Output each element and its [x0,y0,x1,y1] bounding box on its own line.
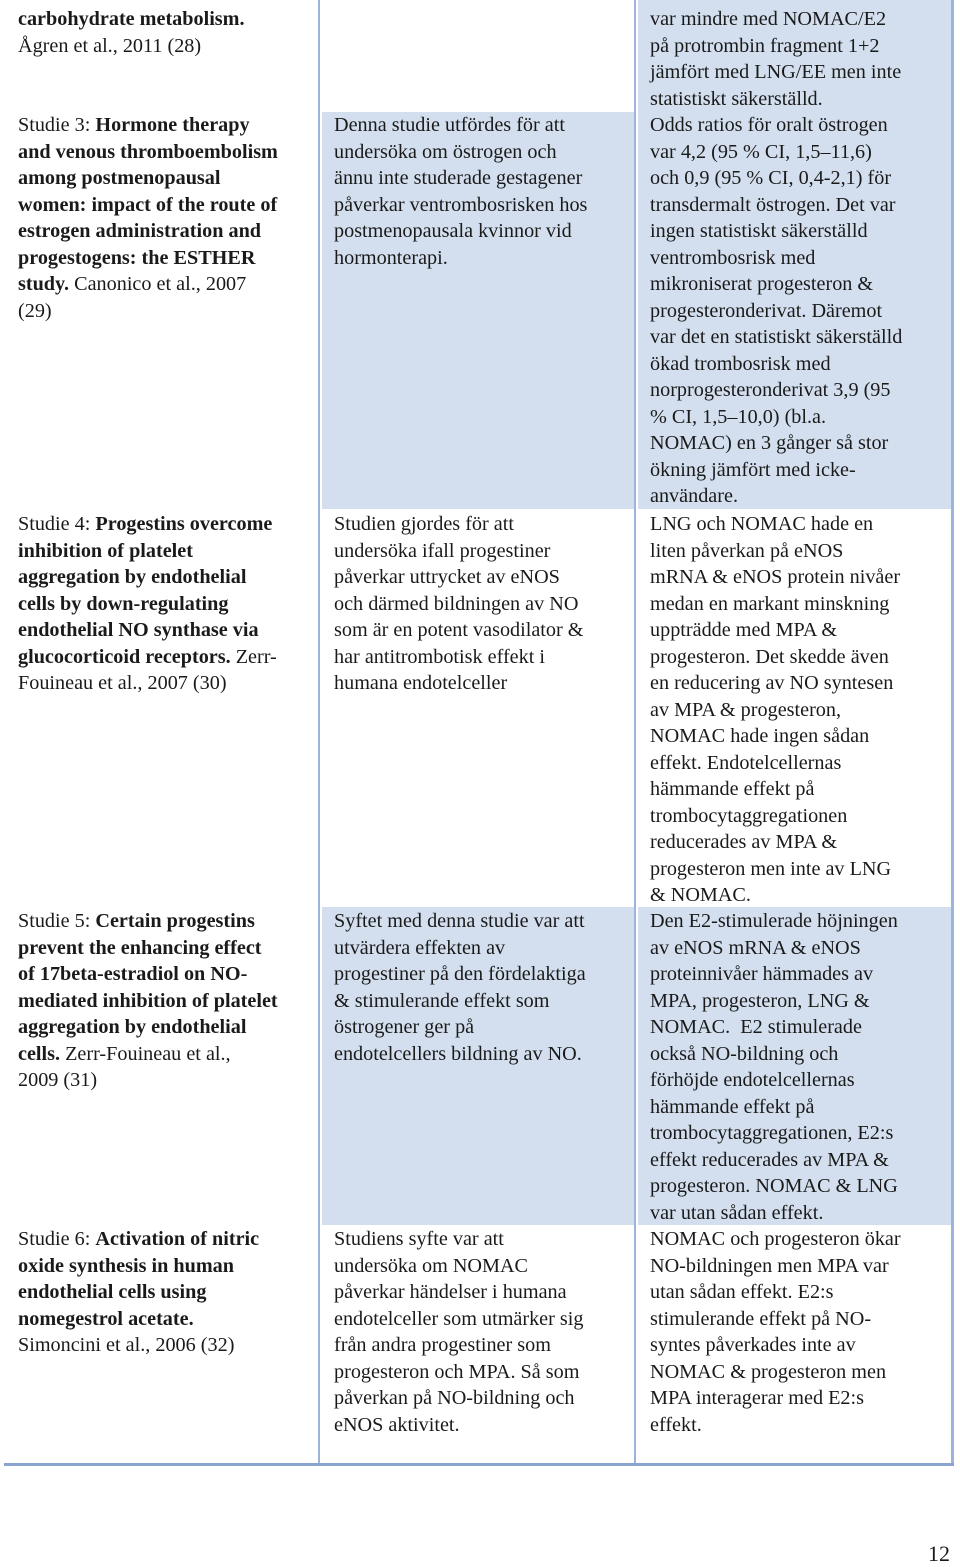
study-prefix: Studie 5: [18,910,96,932]
study-prefix: Studie 4: [18,513,96,535]
result-cell [638,0,954,112]
study-title: Activation of nitric oxide synthesis in human endothelial cells using nomegestrol acetate. [18,1228,260,1330]
study-citation: Simoncini et al., 2006 (32) [18,1334,235,1356]
study-prefix: Studie 6: [18,1228,96,1250]
study-label [18,511,277,697]
column-divider [634,0,636,1463]
study-citation: Ågren et al., 2011 (28) [18,35,202,57]
purpose-cell [322,0,635,112]
table-row [4,907,954,1225]
study-table [4,0,954,1466]
page-number: 12 [928,1541,950,1566]
purpose-text: Denna studie utfördes för att undersöka om östrogen och ännu inte studerade gestagener påverkar ventrombosrisken hos postmenopausala kvinnor vid hormonterapi. [334,114,588,269]
purpose-cell [322,1225,635,1463]
purpose-cell [322,907,635,1225]
table-row [4,0,954,112]
study-cell [4,1225,317,1463]
study-citation: Zerr- Fouineau et al., 2007 (30) [18,645,277,694]
result-text: var mindre med NOMAC/E2 på protrombin fragment 1+2 jämfört med LNG/EE men inte statistiskt säkerställd. [650,8,902,110]
result-text: Odds ratios för oralt östrogen var 4,2 (95 % CI, 1,5–11,6) och 0,9 (95 % CI, 0,4-2,1) för transdermalt östrogen. Det var ingen statistiskt säkerställd ventrombosrisk med mikroniserat progesteron & progesteronderivat. Däremot var det en statistiskt säkerställd ökad trombosrisk med norprogesteronderivat 3,9 (95 % CI, 1,5–10,0) (bl.a. NOMAC) en 3 gånger så stor ökning jämfört med icke- användare. [650,114,903,507]
table-row [4,509,954,907]
result-cell [638,112,954,509]
table-right-border [951,0,954,1463]
study-label [18,1226,259,1359]
study-cell [4,509,317,907]
purpose-text: Syftet med denna studie var att utvärdera effekten av progestiner på den fördelaktiga & stimulerande effekt som östrogener ger på endotelcellers bildning av NO. [334,910,586,1065]
purpose-cell [322,509,635,907]
purpose-cell [322,112,635,509]
result-cell [638,509,954,907]
study-title: Hormone therapy and venous thromboembolism among postmenopausal women: impact of the route of estrogen administration and progestogens: the ESTHER study. [18,114,278,295]
table-row [4,112,954,509]
study-cell [4,112,317,509]
result-text: Den E2-stimulerade höjningen av eNOS mRNA & eNOS proteinnivåer hämmades av MPA, progesteron, LNG & NOMAC. E2 stimulerade också NO-bildning och förhöjde endotelcellernas hämmande effekt på trombocytaggregationen, E2:s effekt reducerades av MPA & progesteron. NOMAC & LNG var utan sådan effekt. [650,910,898,1224]
study-prefix: Studie 3: [18,114,96,136]
study-citation: Canonico et al., 2007 (29) [18,273,247,322]
study-citation: Zerr-Fouineau et al., 2009 (31) [18,1042,231,1091]
study-label [18,112,278,324]
study-title: Certain progestins prevent the enhancing effect of 17beta-estradiol on NO- mediated inhibition of platelet aggregation by endothelial cells. [18,910,278,1065]
study-cell [4,907,317,1225]
purpose-text: Studien gjordes för att undersöka ifall progestiner påverkar uttrycket av eNOS och därmed bildningen av NO som är en potent vasodilator & har antitrombotisk effekt i humana endotelceller [334,513,584,694]
result-text: NOMAC och progesteron ökar NO-bildningen men MPA var utan sådan effekt. E2:s stimulerande effekt på NO- syntes påverkades inte av NOMAC & progesteron men MPA interagerar med E2:s effekt. [650,1228,901,1436]
study-cell [4,0,317,112]
study-title: carbohydrate metabolism. [18,8,245,30]
table-row [4,1225,954,1463]
study-label [18,908,278,1094]
result-cell [638,907,954,1225]
column-divider [318,0,320,1463]
purpose-text: Studiens syfte var att undersöka om NOMAC påverkar händelser i humana endotelceller som utmärker sig från andra progestiner som progesteron och MPA. Så som påverkan på NO-bildning och eNOS aktivitet. [334,1228,584,1436]
result-text: LNG och NOMAC hade en liten påverkan på eNOS mRNA & eNOS protein nivåer medan en markant minskning uppträdde med MPA & progesteron. Det skedde även en reducering av NO syntesen av MPA & progesteron, NOMAC hade ingen sådan effekt. Endotelcellernas hämmande effekt på trombocytaggregationen reducerades av MPA & progesteron men inte av LNG & NOMAC. [650,513,901,906]
result-cell [638,1225,954,1463]
study-title: Progestins overcome inhibition of platelet aggregation by endothelial cells by down-regulating endothelial NO synthase via glucocorticoid receptors. [18,513,273,668]
